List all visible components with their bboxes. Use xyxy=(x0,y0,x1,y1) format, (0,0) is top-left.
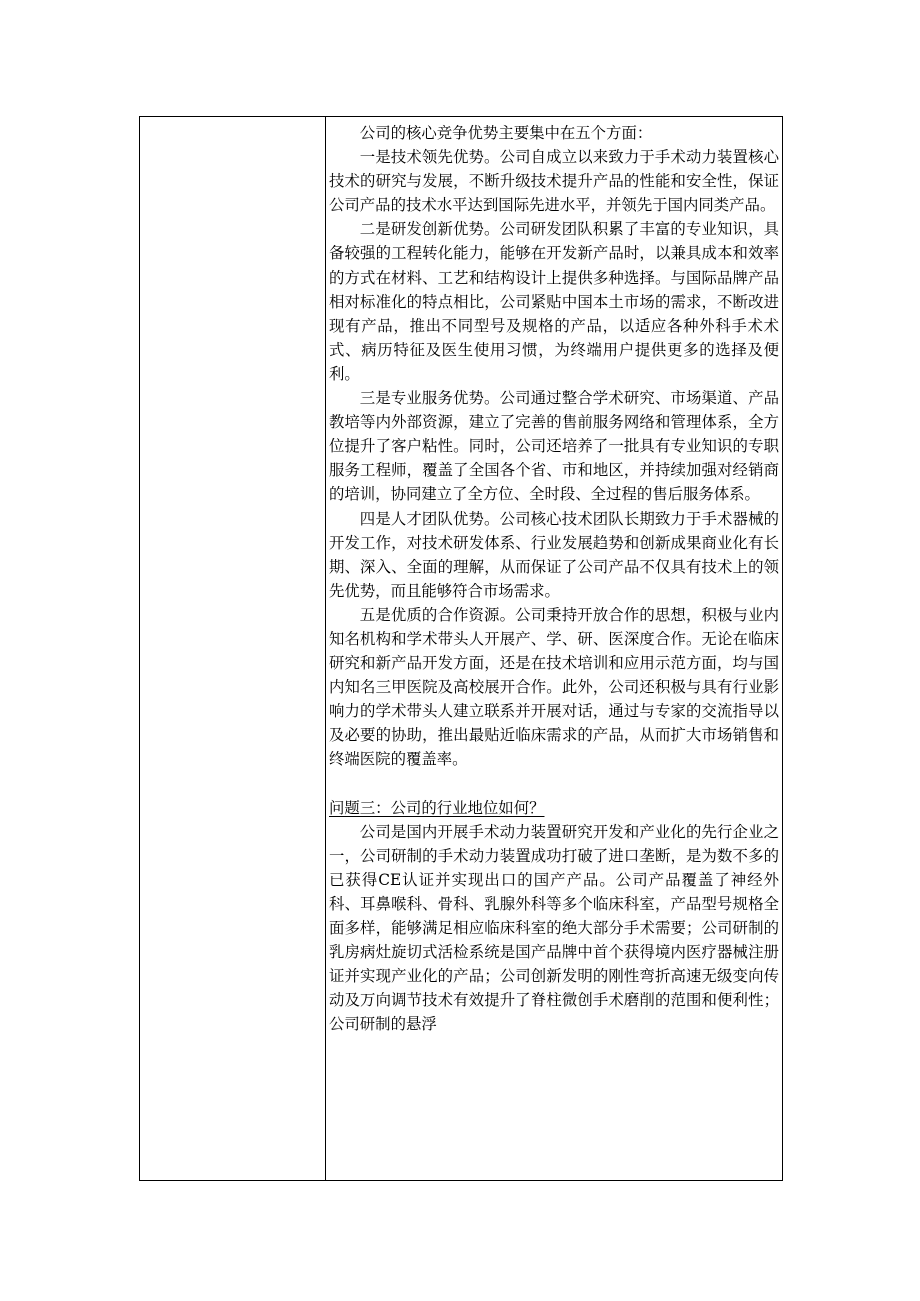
advantage-cooperation: 五是优质的合作资源。公司秉持开放合作的思想，积极与业内知名机构和学术带头人开展产、学、研、医深度合作。无论在临床研究和新产品开发方面，还是在技术培训和应用示范方面，均与国内知名三甲医院及高校展开合作。此外，公司还积极与具有行业影响力的学术带头人建立联系并开展对话，通过与专家的交流指导以及必要的协助，推出最贴近临床需求的产品，从而扩大市场销售和终端医院的覆盖率。 xyxy=(329,605,779,769)
document-table xyxy=(139,116,783,1181)
advantage-rnd: 二是研发创新优势。公司研发团队积累了丰富的专业知识，具备较强的工程转化能力，能够在开发新产品时，以兼具成本和效率的方式在材料、工艺和结构设计上提供多种选择。与国际品牌产品相对标准化的特点相比，公司紧贴中国本土市场的需求，不断改进现有产品，推出不同型号及规格的产品，以适应各种外科手术术式、病历特征及医生使用习惯，为终端用户提供更多的选择及便利。 xyxy=(329,220,779,383)
table-right-cell xyxy=(326,117,782,1180)
advantage-technology: 一是技术领先优势。公司自成立以来致力于手术动力装置核心技术的研究与发展，不断升级技术提升产品的性能和安全性，保证公司产品的技术水平达到国际先进水平，并领先于国内同类产品。 xyxy=(329,148,779,215)
answer-three: 公司是国内开展手术动力装置研究开发和产业化的先行企业之一，公司研制的手术动力装置成功打破了进口垄断，是为数不多的已获得CE认证并实现出口的国产产品。公司产品覆盖了神经外科、耳鼻喉科、骨科、乳腺外科等多个临床科室，产品型号规格全面多样，能够满足相应临床科室的绝大部分手术需要；公司研制的乳房病灶旋切式活检系统是国产品牌中首个获得境内医疗器械注册证并实现产业化的产品；公司创新发明的刚性弯折高速无级变向传动及万向调节技术有效提升了脊柱微创手术磨削的范围和便利性；公司研制的悬浮 xyxy=(329,822,779,1034)
question-three-heading xyxy=(329,796,779,820)
advantage-service: 三是专业服务优势。公司通过整合学术研究、市场渠道、产品教培等内外部资源，建立了完善的售前服务网络和管理体系，全方位提升了客户粘性。同时，公司还培养了一批具有专业知识的专职服务工程师，覆盖了全国各个省、市和地区，并持续加强对经销商的培训，协同建立了全方位、全时段、全过程的售后服务体系。 xyxy=(329,389,779,504)
table-left-cell xyxy=(140,117,326,1180)
question-three-text: 问题三：公司的行业地位如何？ xyxy=(329,798,545,817)
advantage-talent: 四是人才团队优势。公司核心技术团队长期致力于手术器械的开发工作，对技术研发体系、行业发展趋势和创新成果商业化有长期、深入、全面的理解，从而保证了公司产品不仅具有技术上的领先优势，而且能够符合市场需求。 xyxy=(329,509,779,600)
blank-line xyxy=(329,772,779,796)
section-intro: 公司的核心竞争优势主要集中在五个方面： xyxy=(359,124,653,142)
